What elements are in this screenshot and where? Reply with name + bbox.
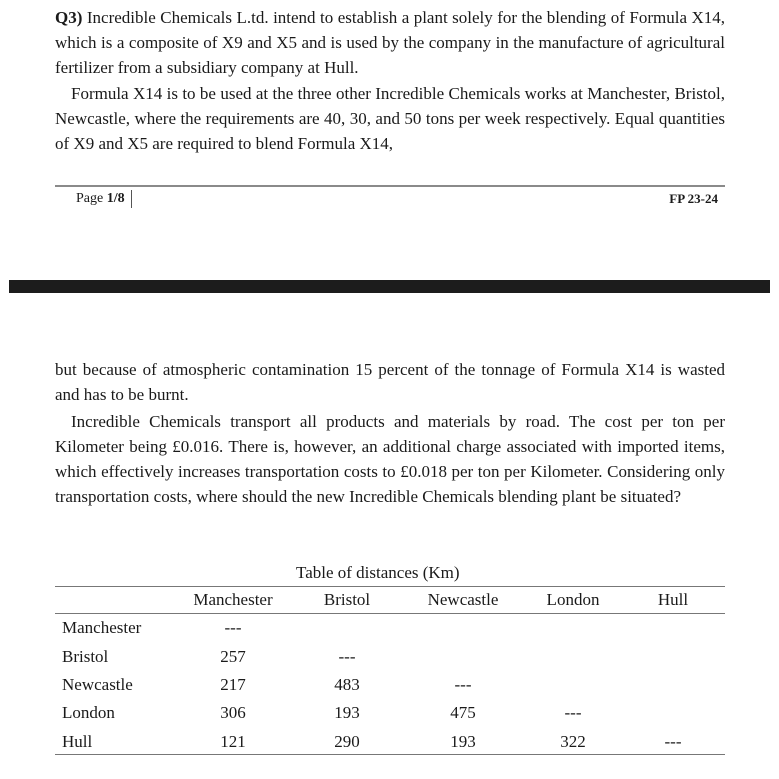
question-paragraph-1 <box>55 5 725 80</box>
table-cell: --- <box>564 703 582 722</box>
table-cell: 217 <box>220 675 246 694</box>
page-prefix: Page <box>76 191 104 206</box>
page-number <box>76 190 132 208</box>
row-label-newcastle: Newcastle <box>62 675 133 694</box>
column-header-london: London <box>546 590 600 609</box>
question-paragraph-2: Formula X14 is to be used at the three other Incredible Chemicals works at Manchester, Bristol, Newcastle, where the requirements are 40, 30, and 50 tons per week respectively. Equal quantities of X9 and X5 are required to blend Formula X14, <box>55 84 725 153</box>
question-paragraph-4: Incredible Chemicals transport all products and materials by road. The cost per ton per Kilometer being £0.016. There is, however, an additional charge associated with imported items, which effectively increases transportation costs to £0.018 per ton per Kilometer. Considering only transportation costs, where should the new Incredible Chemicals blending plant be situated? <box>55 412 725 506</box>
table-cell: --- <box>338 647 356 666</box>
table-header-rule <box>55 613 725 614</box>
column-header-bristol: Bristol <box>323 590 371 609</box>
table-cell: --- <box>664 732 682 751</box>
table-cell: 483 <box>334 675 360 694</box>
table-cell: 193 <box>450 732 476 751</box>
table-cell: 257 <box>220 647 246 666</box>
row-label-bristol: Bristol <box>62 647 109 666</box>
table-cell: 475 <box>450 703 476 722</box>
table-cell: --- <box>224 618 242 637</box>
table-cell: 193 <box>334 703 360 722</box>
row-label-hull: Hull <box>62 732 93 751</box>
table-cell: 322 <box>560 732 586 751</box>
table-cell: 306 <box>220 703 246 722</box>
row-label-manchester: Manchester <box>62 618 142 637</box>
table-top-rule <box>55 586 725 587</box>
table-cell: 290 <box>334 732 360 751</box>
page-break-bar <box>9 280 770 293</box>
column-header-hull: Hull <box>657 590 689 609</box>
table-caption: Table of distances (Km) <box>296 563 460 582</box>
page-value: 1/8 <box>106 191 125 206</box>
table-cell: 121 <box>220 732 246 751</box>
question-label: Q3) <box>55 8 83 27</box>
document-code: FP 23-24 <box>669 191 718 206</box>
table-cell: --- <box>454 675 472 694</box>
column-header-manchester: Manchester <box>193 590 273 609</box>
footer-rule <box>55 185 725 187</box>
table-bottom-rule <box>55 754 725 755</box>
question-paragraph-3: but because of atmospheric contamination 15 percent of the tonnage of Formula X14 is wasted and has to be burnt. <box>55 360 725 404</box>
row-label-london: London <box>62 703 115 722</box>
paragraph-1-text: Incredible Chemicals L.td. intend to establish a plant solely for the blending of Formula X14, which is a composite of X9 and X5 and is used by the company in the manufacture of agricultural fertilizer from a subsidiary company at Hull. <box>55 8 725 77</box>
column-header-newcastle: Newcastle <box>427 590 499 609</box>
